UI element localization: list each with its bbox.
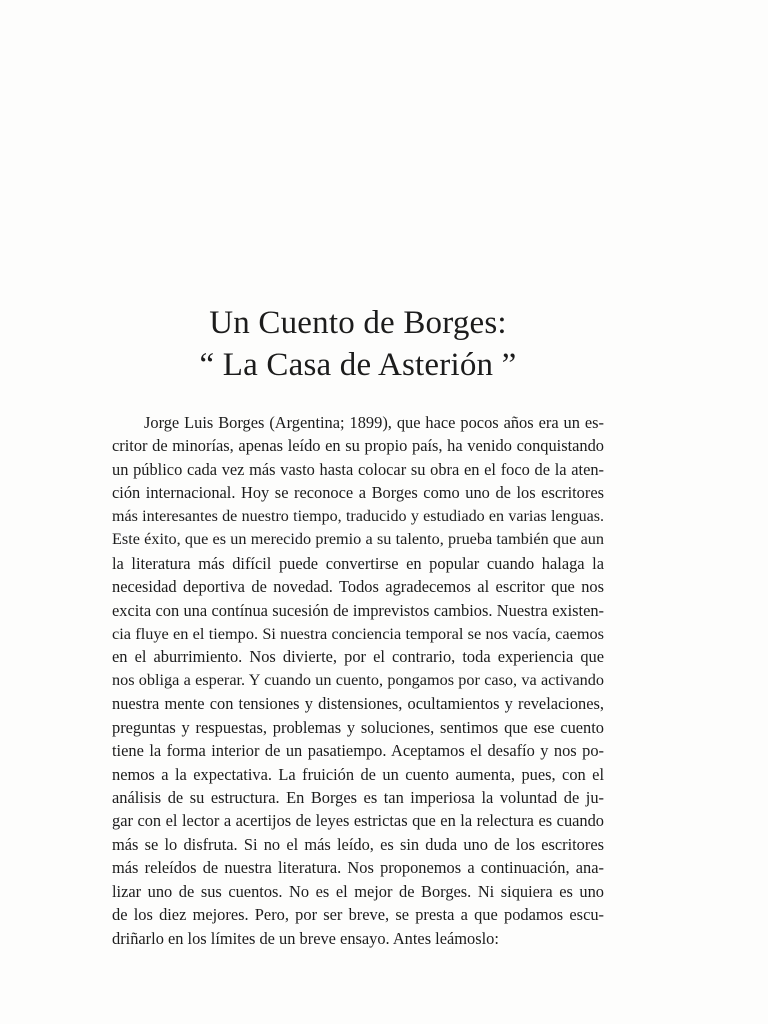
paragraph-line: en el aburrimiento. Nos divierte, por el contrario, toda experiencia que: [112, 647, 604, 667]
paragraph-line: Jorge Luis Borges (Argentina; 1899), que hace pocos años era un es-: [144, 413, 604, 432]
paragraph-line: análisis de su estructura. En Borges es tan imperiosa la voluntad de ju-: [112, 788, 604, 807]
paragraph-line: Este éxito, que es un merecido premio a su talento, prueba también que aun: [112, 530, 604, 549]
paragraph-line: lizar uno de sus cuentos. No es el mejor de Borges. Ni siquiera es uno: [112, 881, 604, 901]
title-line-1: Un Cuento de Borges:: [209, 305, 507, 341]
paragraph-line: cia fluye en el tiempo. Si nuestra conciencia temporal se nos vacía, caemos: [112, 623, 604, 643]
paragraph-line: critor de minorías, apenas leído en su propio país, ha venido conquistando: [112, 436, 604, 456]
paragraph-line: nuestra mente con tensiones y distensiones, ocultamientos y revelaciones,: [112, 694, 604, 714]
body-paragraph: [112, 411, 604, 950]
paragraph-line: preguntas y respuestas, problemas y soluciones, sentimos que ese cuento: [112, 717, 604, 737]
paragraph-line: gar con el lector a acertijos de leyes estrictas que en la relectura es cuando: [112, 811, 604, 831]
paragraph-line: tiene la forma interior de un pasatiempo. Aceptamos el desafío y nos po-: [112, 741, 604, 761]
article-title: [0, 302, 716, 386]
paragraph-line: ción internacional. Hoy se reconoce a Borges como uno de los escritores: [112, 483, 604, 503]
paragraph-line: driñarlo en los límites de un breve ensayo. Antes leámoslo:: [112, 928, 499, 948]
title-line-2: “ La Casa de Asterión ”: [199, 347, 517, 383]
paragraph-line: de los diez mejores. Pero, por ser breve, se presta a que podamos escu-: [112, 905, 604, 925]
paragraph-line: la literatura más difícil puede convertirse en popular cuando halaga la: [112, 553, 604, 573]
paragraph-line: un público cada vez más vasto hasta colocar su obra en el foco de la aten-: [112, 459, 604, 479]
paragraph-line: excita con una contínua sucesión de imprevistos cambios. Nuestra existen-: [112, 600, 604, 620]
paragraph-line: más interesantes de nuestro tiempo, traducido y estudiado en varias lenguas.: [112, 507, 604, 525]
paragraph-line: nos obliga a esperar. Y cuando un cuento, pongamos por caso, va activando: [112, 670, 604, 689]
paragraph-line: nemos a la expectativa. La fruición de un cuento aumenta, pues, con el: [112, 764, 604, 784]
paragraph-line: necesidad deportiva de novedad. Todos agradecemos al escritor que nos: [112, 577, 604, 597]
paragraph-line: más releídos de nuestra literatura. Nos proponemos a continuación, ana-: [112, 858, 604, 878]
paragraph-line: más se lo disfruta. Si no el más leído, es sin duda uno de los escritores: [112, 834, 604, 854]
